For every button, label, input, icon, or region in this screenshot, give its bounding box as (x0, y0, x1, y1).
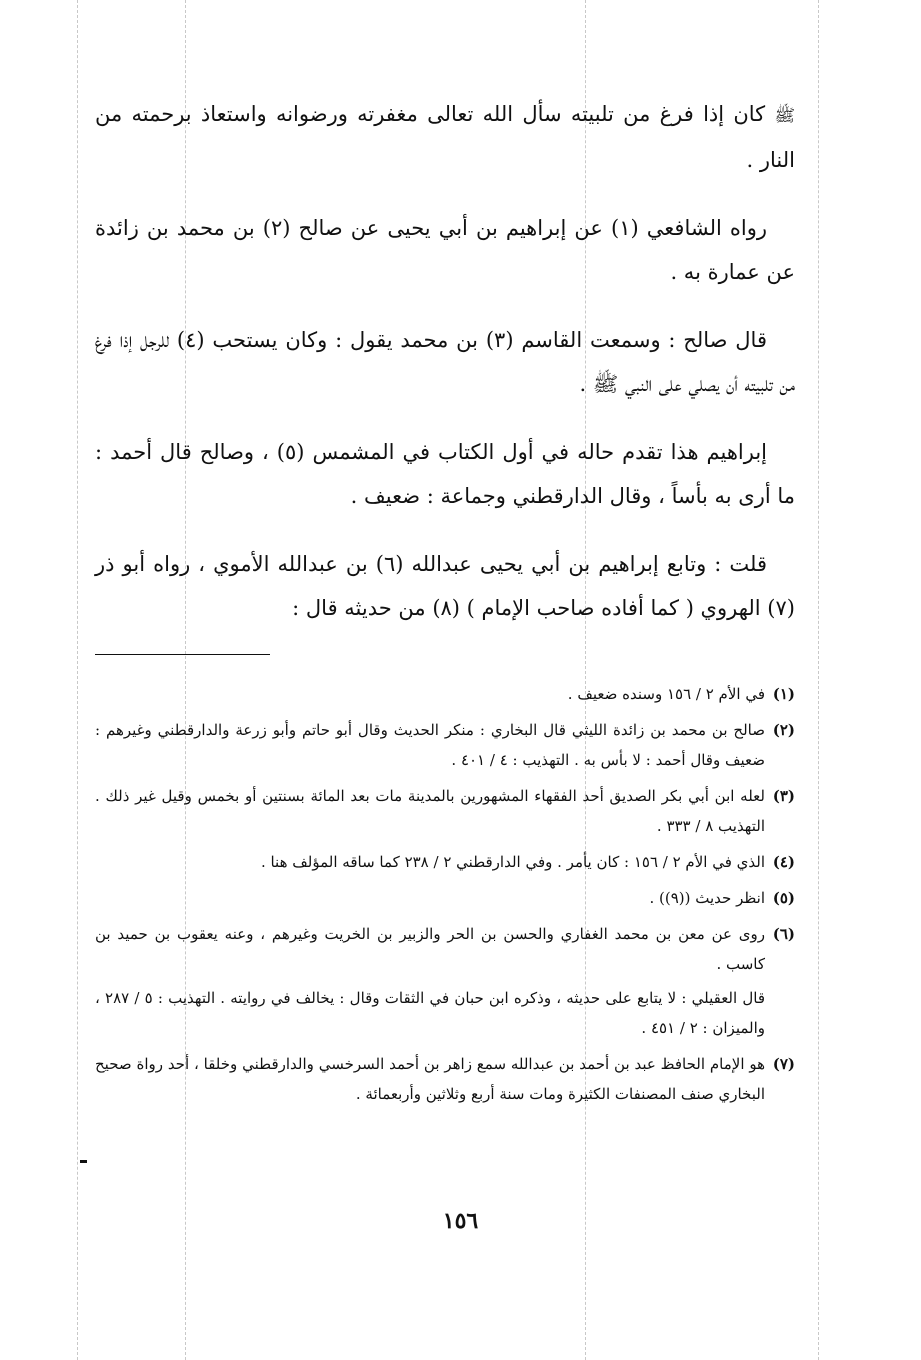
footnote-divider (95, 654, 270, 655)
footnote-number: (٥) (772, 889, 795, 907)
paragraph: قلت : وتابع إبراهيم بن أبي يحيى عبدالله (٦) بن عبدالله الأموي ، رواه أبو ذر (٧) الهروي ( كما أفاده صاحب الإمام ) (٨) من حديثه قال : (95, 552, 795, 620)
footnote-number: (٣) (772, 787, 795, 805)
paragraph: رواه الشافعي (١) عن إبراهيم بن أبي يحيى عن صالح (٢) بن محمد بن زائدة عن عمارة به . (95, 216, 795, 284)
footnote-text: انظر حديث ((٩)) . (649, 889, 765, 907)
scan-fold-line (818, 0, 819, 1360)
footnote-text: هو الإمام الحافظ عبد بن أحمد بن عبدالله سمع زاهر بن أحمد السرخسي والدارقطني وخلقا ، أحد رواة صحيح البخاري صنف المصنفات الكثيرة ومات سنة أربع وثلاثين وأربعمائة . (95, 1055, 765, 1103)
footnote (95, 781, 795, 841)
footnote (95, 883, 795, 913)
book-page (95, 92, 795, 1115)
footnote-text: روى عن معن بن محمد الغفاري والحسن بن الحر والزبير بن الخريت وغيرهم ، وعنه يعقوب بن حميد بن كاسب . (95, 925, 765, 973)
scan-fold-line (77, 0, 78, 1360)
page-number: ١٥٦ (442, 1208, 479, 1234)
footnote-continuation: قال العقيلي : لا يتابع على حديثه ، وذكره ابن حبان في الثقات وقال : يخالف في روايته . التهذيب : ٥ / ٢٨٧ ، والميزان : ٢ / ٤٥١ . (95, 989, 766, 1037)
footnote (95, 679, 795, 709)
salla-symbol: ﷺ (774, 106, 795, 126)
footnote-text: في الأم ٢ / ١٥٦ وسنده ضعيف . (567, 685, 765, 703)
footnote (95, 1049, 795, 1109)
footnote-number: (٢) (772, 721, 795, 739)
paragraph: قال صالح : وسمعت القاسم (٣) بن محمد يقول : وكان يستحب (٤) للرجل إذا فرغ من تلبيته أن يصلي على النبي ﷺ . (95, 328, 795, 396)
footnote-body (95, 919, 765, 1043)
paragraph (95, 92, 795, 182)
margin-mark (80, 1160, 87, 1163)
footnote-text: لعله ابن أبي بكر الصديق أحد الفقهاء المشهورين بالمدينة مات بعد المائة بسنتين أو بخمس وقيل غير ذلك . التهذيب ٨ / ٣٣٣ . (95, 787, 765, 835)
footnotes (95, 679, 795, 1109)
footnote (95, 715, 795, 775)
footnote-text: الذي في الأم ٢ / ١٥٦ : كان يأمر . وفي الدارقطني ٢ / ٢٣٨ كما ساقه المؤلف هنا . (260, 853, 765, 871)
footnote-number: (٧) (772, 1055, 795, 1073)
paragraph: إبراهيم هذا تقدم حاله في أول الكتاب في المشمس (٥) ، وصالح قال أحمد : ما أرى به بأساً ، وقال الدارقطني وجماعة : ضعيف . (95, 440, 795, 508)
footnote (95, 847, 795, 877)
footnote-number: (٦) (772, 925, 795, 943)
paragraph-text: كان إذا فرغ من تلبيته سأل الله تعالى مغفرته ورضوانه واستعاذ برحمته من النار . (95, 102, 795, 172)
footnote-number: (٤) (772, 853, 795, 871)
footnote-text: صالح بن محمد بن زائدة الليثي قال البخاري : منكر الحديث وقال أبو حاتم وأبو زرعة والدارقطني وغيرهم : ضعيف وقال أحمد : لا بأس به . التهذيب : ٤ / ٤٠١ . (95, 721, 765, 769)
main-text (95, 92, 795, 630)
footnote-number: (١) (772, 685, 795, 703)
footnote (95, 919, 795, 1043)
